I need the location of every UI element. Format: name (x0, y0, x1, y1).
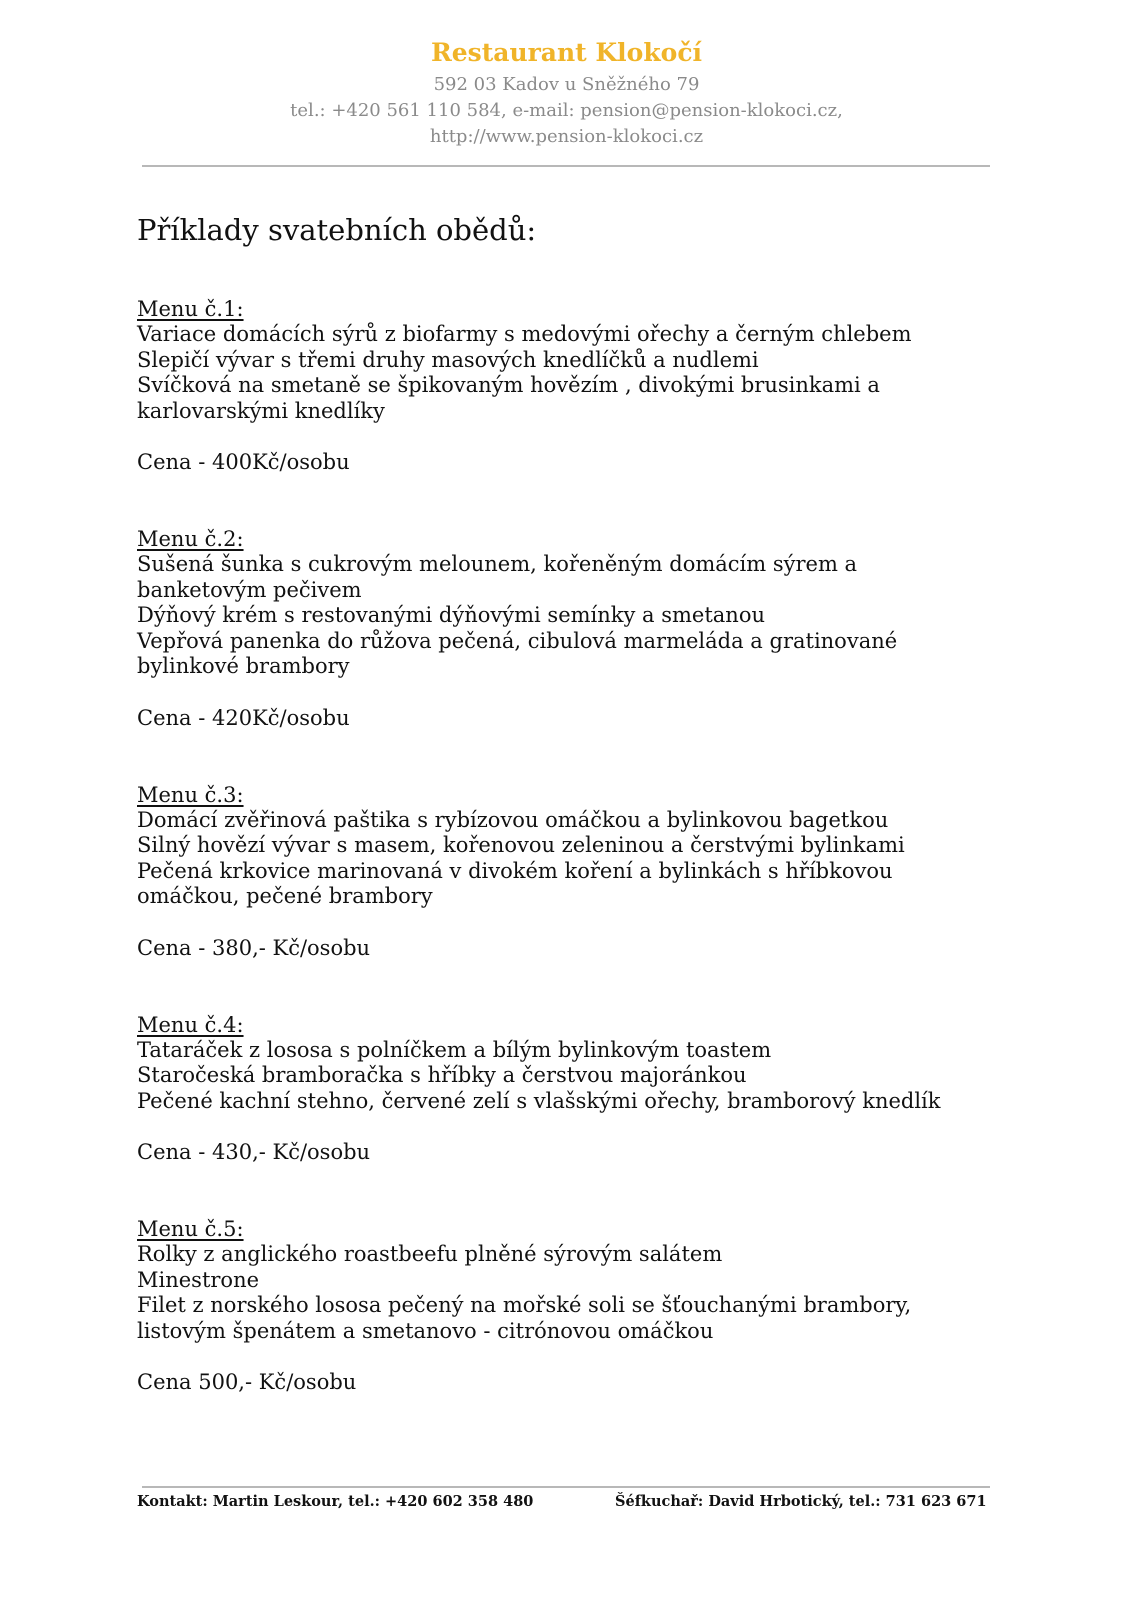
menu-1 (137, 296, 997, 475)
menu-item: Minestrone (137, 1267, 260, 1292)
restaurant-website: http://www.pension-klokoci.cz (429, 126, 704, 147)
menu-item: banketovým pečivem (137, 577, 362, 602)
menu-item: Dýňový krém s restovanými dýňovými semínky a smetanou (137, 603, 766, 627)
menu-title: Menu č.2: (137, 527, 244, 551)
menu-item: Slepičí vývar s třemi druhy masových knedlíčků a nudlemi (137, 347, 759, 372)
footer (137, 1493, 997, 1517)
menu-item: Variace domácích sýrů z biofarmy s medovými ořechy a černým chlebem (137, 322, 912, 346)
menu-item: listovým špenátem a smetanovo - citrónovou omáčkou (137, 1318, 714, 1343)
menu-5 (137, 1216, 997, 1395)
menu-item: karlovarskými knedlíky (137, 398, 385, 423)
menu-item: Pečené kachní stehno, červené zelí s vlašskými ořechy, bramborový knedlík (137, 1088, 941, 1113)
menu-item: Staročeská bramboračka s hříbky a čerstvou majoránkou (137, 1063, 747, 1087)
menu-4 (137, 1012, 997, 1166)
menu-title: Menu č.5: (137, 1217, 244, 1241)
menu-item: Pečená krkovice marinovaná v divokém koření a bylinkách s hříbkovou (137, 858, 893, 883)
menu-price: Cena 500,- Kč/osobu (137, 1370, 357, 1394)
menu-price: Cena - 380,- Kč/osobu (137, 935, 371, 960)
menu-item: omáčkou, pečené brambory (137, 884, 433, 908)
menu-3 (137, 782, 997, 961)
menu-title: Menu č.1: (137, 297, 244, 321)
menu-item: Sušená šunka s cukrovým melounem, kořeněným domácím sýrem a (137, 552, 858, 576)
restaurant-contact: tel.: +420 561 110 584, e-mail: pension@pension-klokoci.cz, (290, 100, 843, 121)
menu-price: Cena - 400Kč/osobu (137, 450, 350, 474)
menu-price: Cena - 430,- Kč/osobu (137, 1140, 371, 1164)
menu-item: Svíčková na smetaně se špikovaným hovězím , divokými brusinkami a (137, 373, 880, 397)
menu-item: Tataráček z lososa s polníčkem a bílým bylinkovým toastem (137, 1037, 772, 1062)
restaurant-name: Restaurant Klokočí (430, 38, 703, 67)
footer-divider (142, 1486, 990, 1488)
letterhead (0, 36, 1133, 150)
footer-contact: Kontakt: Martin Leskour, tel.: +420 602 358 480 (137, 1493, 534, 1510)
menu-price: Cena - 420Kč/osobu (137, 705, 350, 730)
menu-item: Domácí zvěřinová paštika s rybízovou omáčkou a bylinkovou bagetkou (137, 807, 889, 832)
page-heading: Příklady svatebních obědů: (137, 213, 537, 247)
footer-chef: Šéfkuchař: David Hrbotický, tel.: 731 623 671 (615, 1493, 987, 1510)
menu-list (137, 296, 997, 1446)
menu-title: Menu č.3: (137, 782, 244, 807)
menu-item: Rolky z anglického roastbeefu plněné sýrovým salátem (137, 1242, 723, 1266)
restaurant-address: 592 03 Kadov u Sněžného 79 (433, 74, 700, 95)
menu-title: Menu č.4: (137, 1012, 244, 1037)
menu-2 (137, 526, 997, 731)
menu-item: bylinkové brambory (137, 654, 350, 678)
header-divider (142, 165, 990, 167)
menu-item: Silný hovězí vývar s masem, kořenovou zeleninou a čerstvými bylinkami (137, 833, 905, 857)
menu-item: Filet z norského lososa pečený na mořské soli se šťouchanými brambory, (137, 1293, 912, 1317)
menu-item: Vepřová panenka do růžova pečená, cibulová marmeláda a gratinované (137, 628, 898, 653)
